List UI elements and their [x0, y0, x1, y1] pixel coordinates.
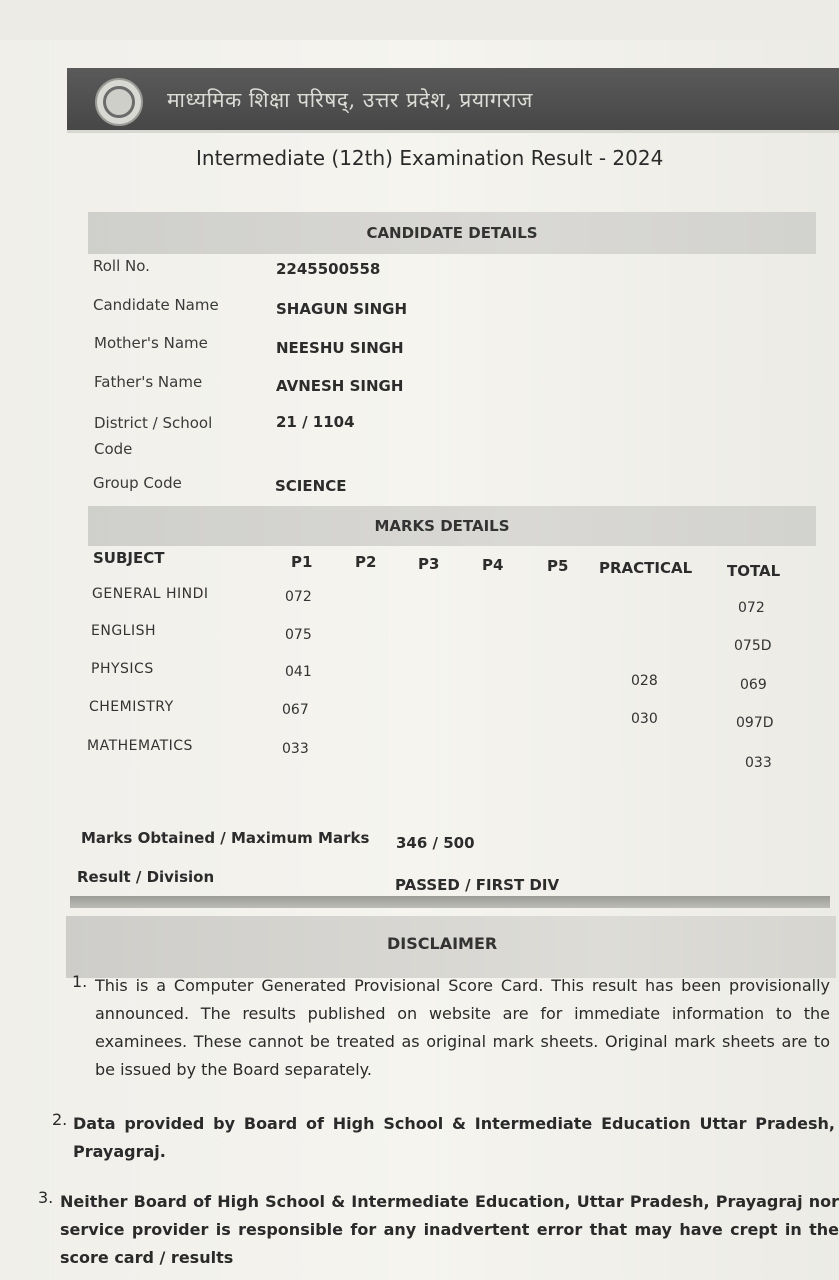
disclaimer-item: This is a Computer Generated Provisional Score Card. This result has been provisionally announced. The results published on website are for immediate information to the examinees. These cannot be treated as original mark sheets. Original mark sheets are to be issued by the Board separately. — [95, 976, 830, 1079]
p1-cell: 033 — [282, 741, 309, 757]
marks-details-title: MARKS DETAILS — [374, 517, 510, 535]
roll-no-value: 2245500558 — [276, 260, 381, 278]
board-logo — [95, 78, 143, 126]
group-code-label: Group Code — [93, 474, 182, 492]
exam-title: Intermediate (12th) Examination Result - 2024 — [196, 146, 664, 170]
practical-cell: 028 — [631, 673, 658, 689]
disclaimer-item-number: 1. — [72, 972, 88, 991]
candidate-name-value: SHAGUN SINGH — [276, 300, 408, 318]
district-school-code-value: 21 / 1104 — [276, 413, 355, 431]
candidate-name-label: Candidate Name — [93, 296, 219, 314]
total-cell: 033 — [745, 755, 772, 771]
p1-cell: 072 — [285, 589, 312, 605]
subject-cell: CHEMISTRY — [89, 699, 174, 715]
marks-obtained-value: 346 / 500 — [396, 834, 475, 852]
total-cell: 075D — [734, 638, 772, 654]
subject-cell: PHYSICS — [91, 661, 154, 677]
disclaimer-item: Neither Board of High School & Intermediate Education, Uttar Pradesh, Prayagraj nor service provider is responsible for any inadvertent error that may have crept in the score card / results — [60, 1192, 839, 1267]
disclaimer-item-number: 2. — [52, 1110, 68, 1129]
district-school-code-label: District / School Code — [94, 414, 213, 458]
col-p2: P2 — [355, 553, 377, 571]
p1-cell: 067 — [282, 702, 309, 718]
subject-cell: ENGLISH — [91, 623, 157, 639]
marks-obtained-label: Marks Obtained / Maximum Marks — [81, 829, 370, 847]
candidate-details-title: CANDIDATE DETAILS — [366, 224, 538, 242]
practical-cell: 030 — [631, 711, 658, 727]
p1-cell: 041 — [285, 664, 312, 680]
roll-no-label: Roll No. — [93, 257, 150, 275]
marks-details-header — [88, 506, 816, 546]
subject-cell: MATHEMATICS — [87, 738, 193, 754]
mother-name-label: Mother's Name — [94, 334, 208, 352]
group-code-value: SCIENCE — [275, 477, 347, 495]
disclaimer-item: Data provided by Board of High School & Intermediate Education Uttar Pradesh, Prayagraj. — [73, 1114, 835, 1161]
mother-name-value: NEESHU SINGH — [276, 339, 404, 357]
col-p5: P5 — [547, 557, 569, 575]
result-division-label: Result / Division — [77, 868, 215, 886]
subject-cell: GENERAL HINDI — [92, 586, 209, 602]
candidate-details-header — [88, 212, 816, 254]
total-cell: 072 — [738, 600, 765, 616]
col-subject: SUBJECT — [93, 549, 165, 567]
result-division-value: PASSED / FIRST DIV — [395, 876, 560, 894]
col-practical: PRACTICAL — [599, 559, 693, 577]
col-total: TOTAL — [727, 562, 781, 580]
total-cell: 069 — [740, 677, 767, 693]
total-cell: 097D — [736, 715, 774, 731]
col-p3: P3 — [418, 555, 440, 573]
section-divider — [70, 896, 830, 908]
board-name: माध्यमिक शिक्षा परिषद्, उत्तर प्रदेश, प्रयागराज — [167, 88, 533, 112]
p1-cell: 075 — [285, 627, 312, 643]
disclaimer-title: DISCLAIMER — [387, 934, 498, 953]
father-name-label: Father's Name — [94, 373, 203, 391]
disclaimer-item-number: 3. — [38, 1188, 54, 1207]
board-banner — [67, 68, 839, 133]
col-p1: P1 — [291, 553, 313, 571]
col-p4: P4 — [482, 556, 504, 574]
father-name-value: AVNESH SINGH — [276, 377, 404, 395]
